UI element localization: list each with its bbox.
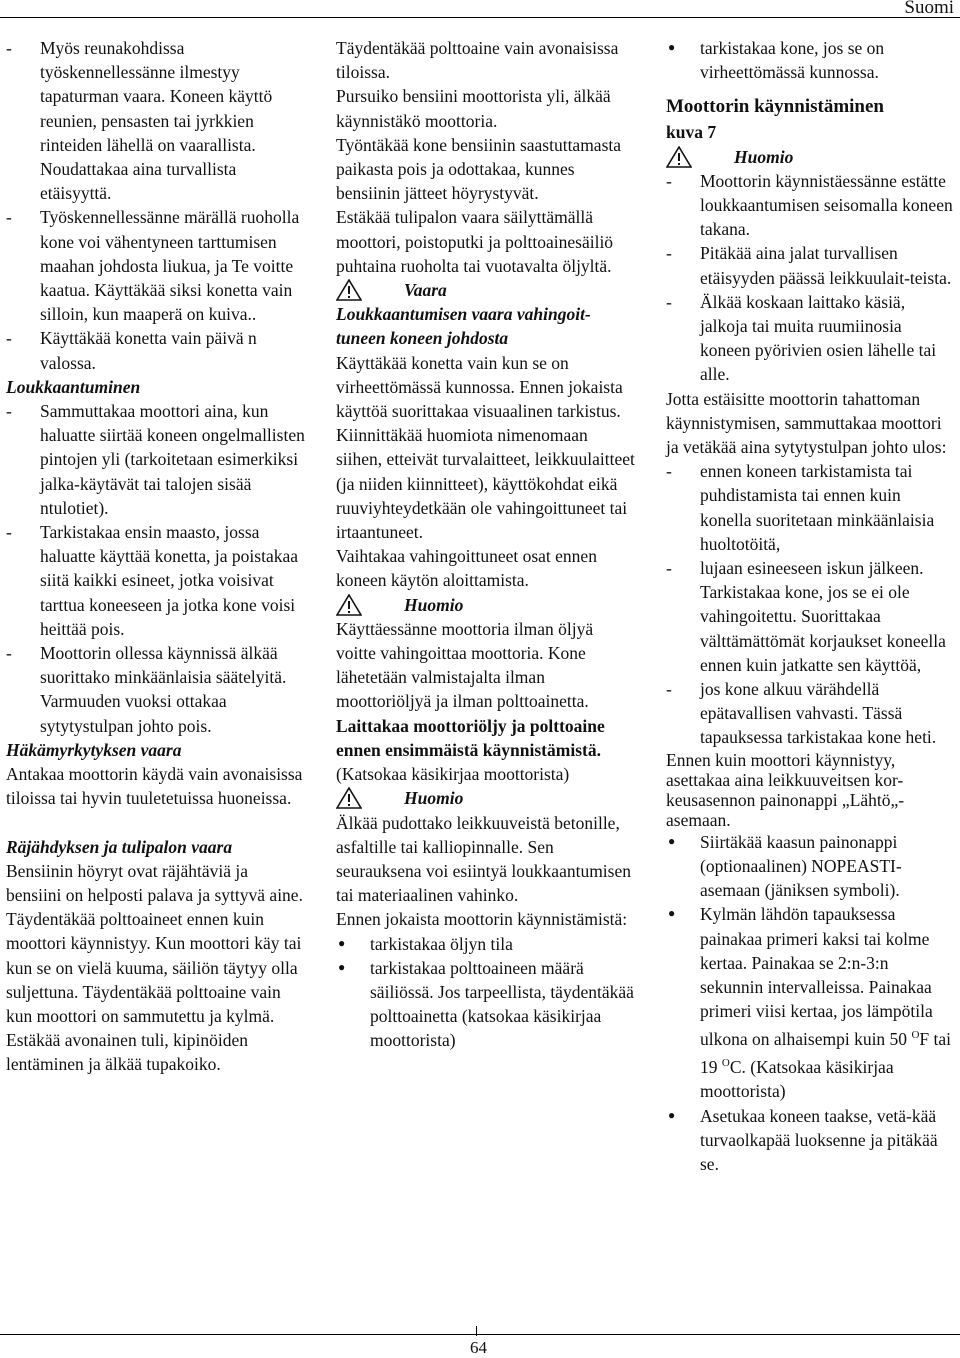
bullet-text: C. (Katsokaa käsikirjaa moottorista)	[700, 1057, 894, 1102]
paragraph-bold-text: Laittakaa moottoriöljy ja polttoaine ennen ensimmäistä käynnistämistä.	[336, 715, 605, 760]
paragraph: Täydentäkää polttoaine vain avonaisissa tiloissa.	[336, 38, 619, 83]
header-rule	[0, 17, 960, 18]
warning-triangle-icon	[336, 787, 372, 809]
section-heading-exhaust: Häkämyrkytyksen vaara	[6, 739, 182, 760]
bullet-item: ● tarkistakaa kone, jos se on virheettömässä kunnossa.	[666, 36, 956, 84]
paragraph: Ennen kuin moottori käynnistyy, asettakaa aina leikkuuveitsen kor-keusasennon painonappi „Lähtö„-asemaan.	[666, 749, 905, 830]
column-3	[666, 36, 956, 1176]
bullet-text: F tai 19	[700, 1029, 951, 1078]
warning-label: Vaara	[404, 280, 447, 301]
language-label: Suomi	[904, 0, 954, 18]
degree-symbol: O	[721, 1057, 730, 1070]
paragraph: Ennen jokaista moottorin käynnistämistä:	[336, 909, 628, 930]
list-item: - Tarkistakaa ensin maasto, jossa haluatte käyttää konetta, ja poistakaa siitä kaikki esineet, jotka voisivat tarttua koneeseen ja jotka kone voisi heittää pois.	[6, 520, 306, 641]
bullet-item: ● tarkistakaa polttoaineen määrä säiliössä. Jos tarpeellista, täydentäkää polttoainetta (katsokaa käsikirjaa moottorista)	[336, 956, 636, 1053]
notice-label: Huomio	[734, 146, 794, 167]
list-item: - Käyttäkää konetta vain päivä n valossa.	[6, 326, 306, 374]
list-item: - Työskennellessänne märällä ruoholla kone voi vähentyneen tarttumisen maahan johdosta liukua, ja Te voitte kaatua. Käyttäkää siksi konetta vain silloin, kun maaperä on kuiva..	[6, 205, 306, 326]
bullet-text: Kylmän lähdön tapauksessa painakaa primeri kaksi tai kolme kertaa. Painakaa se 2:n-3:n sekunnin intervalleissa. Painakaa primeri viisi kertaa, jos lämpötila ulkona on alhaisempi kuin 50	[700, 904, 933, 1050]
paragraph: (Katsokaa käsikirjaa moottorista)	[336, 764, 570, 785]
paragraph: Älkää pudottako leikkuuveistä betonille, asfaltille tai kalliopinnalle. Sen seurauksena voi esiintyä loukkaantumisen tai materiaalinen vahinko.	[336, 812, 631, 906]
warning-triangle-icon	[336, 594, 372, 616]
bullet-item: ● tarkistakaa öljyn tila	[336, 932, 636, 956]
page-number: 64	[470, 1338, 487, 1357]
paragraph: Antakaa moottorin käydä vain avonaisissa tiloissa tai hyvin tuuletetuissa huoneissa.	[6, 764, 303, 809]
paragraph: Jotta estäisitte moottorin tahattoman käynnistymisen, sammuttakaa moottori ja vetäkää aina sytytystulpan johto ulos:	[666, 388, 947, 458]
list-item: - Moottorin käynnistäessänne estätte loukkaantumisen seisomalla koneen takana.	[666, 169, 956, 242]
paragraph: Estäkää tulipalon vaara säilyttämällä moottori, poistoputki ja polttoainesäiliö puhtaina ruoholta tai vuotavalta öljyltä.	[336, 207, 614, 276]
warning-triangle-icon	[666, 146, 702, 168]
column-1	[6, 36, 306, 1077]
section-heading-injury: Loukkaantuminen	[6, 376, 141, 397]
list-item: - jos kone alkuu värähdellä epätavallisen vahvasti. Tässä tapauksessa tarkistakaa kone heti.	[666, 677, 956, 750]
warning-heading	[336, 278, 636, 302]
list-item: - Älkää koskaan laittako käsiä, jalkoja tai muita ruumiinosia koneen pyörivien osien lähelle tai alle.	[666, 290, 956, 387]
paragraph-text: Käyttäessänne moottoria ilman öljyä voitte vahingoittaa moottoria. Kone lähetetään valmistajalta ilman moottoriöljyä ja ilman polttoainetta.	[336, 618, 594, 712]
notice-label: Huomio	[404, 788, 464, 809]
list-item: - Pitäkää aina jalat turvallisen etäisyyden päässä leikkuulait-teista.	[666, 241, 956, 289]
list-item: - lujaan esineeseen iskun jälkeen. Tarkistakaa kone, jos se ei ole vahingoitettu. Suorittakaa välttämättömät korjaukset koneella ennen kuin jatkatte sen käyttöä,	[666, 556, 956, 677]
paragraph: Työntäkää kone bensiinin saastuttamasta paikasta pois ja odottakaa, kunnes bensiinin jätteet höyrystyvät.	[336, 134, 622, 204]
paragraph: Pursuiko bensiini moottorista yli, älkää käynnistäkö moottoria.	[336, 86, 611, 131]
list-item: - ennen koneen tarkistamista tai puhdistamista tai ennen kuin konella suoritetaan minkäänlaisia huoltotöitä,	[666, 459, 956, 556]
list-item: - Sammuttakaa moottori aina, kun haluatte siirtää koneen ongelmallisten pintojen yli (tarkoitetaan esimerkiksi jalka-käytävät tai talojen sisää ntulotiet).	[6, 399, 306, 520]
bullet-item: ● Asetukaa koneen taakse, vetä-kää turvaolkapää luoksenne ja pitäkää se.	[666, 1104, 956, 1177]
paragraph: Täydentäkää polttoaineet ennen kuin moottori käynnistyy. Kun moottori käy tai kun se on vielä kuuma, säiliön täytyy olla suljettuna. Täydentäkää polttoaine vain kun moottori on sammutettu ja kylmä. Estäkää avonainen tuli, kipinöiden lentäminen ja älkää tupakoiko.	[6, 909, 302, 1075]
notice-heading	[336, 593, 636, 617]
footer-divider	[476, 1326, 477, 1336]
section-heading-explosion: Räjähdyksen ja tulipalon vaara	[6, 836, 233, 857]
warning-triangle-icon	[336, 279, 372, 301]
paragraph	[336, 617, 636, 762]
notice-label: Huomio	[404, 594, 464, 615]
paragraph: Vaihtakaa vahingoittuneet osat ennen koneen käytön aloittamista.	[336, 546, 597, 591]
bullet-item: ● Siirtäkää kaasun painonappi (optionaalinen) NOPEASTI-asemaan (jäniksen symboli).	[666, 830, 956, 903]
warning-title: Loukkaantumisen vaara vahingoit-tuneen koneen johdosta	[336, 304, 591, 349]
figure-reference: kuva 7	[666, 122, 717, 143]
column-2	[336, 36, 636, 1053]
list-item: - Myös reunakohdissa työskennellessänne ilmestyy tapaturman vaara. Koneen käyttö reunien, pensasten tai jyrkkien rinteiden lähellä on vaarallista. Noudattakaa aina turvallista etäisyyttä.	[6, 36, 306, 205]
notice-heading	[336, 786, 636, 810]
paragraph: Kiinnittäkää huomiota nimenomaan siihen, etteivät turvalaitteet, leikkuulaitteet (ja niiden kiinnitteet), käyttökohdat eikä ruuviyhteydetkään ole vahingoittuneet tai irtaantuneet.	[336, 425, 635, 543]
footer-rule	[0, 1334, 960, 1335]
list-item: - Moottorin ollessa käynnissä älkää suorittako minkäänlaisia säätelyitä. Varmuuden vuoksi ottakaa sytytystulpan johto pois.	[6, 641, 306, 738]
paragraph: Bensiinin höyryt ovat räjähtäviä ja bensiini on helposti palava ja syttyvä aine.	[6, 860, 303, 905]
degree-symbol: O	[911, 1029, 920, 1042]
notice-heading	[666, 145, 956, 169]
section-heading-start: Moottorin käynnistäminen	[666, 96, 884, 118]
bullet-item	[666, 902, 956, 1103]
paragraph: Käyttäkää konetta vain kun se on virheettömässä kunnossa. Ennen jokaista käyttöä suorittakaa visuaalinen tarkistus.	[336, 352, 623, 422]
